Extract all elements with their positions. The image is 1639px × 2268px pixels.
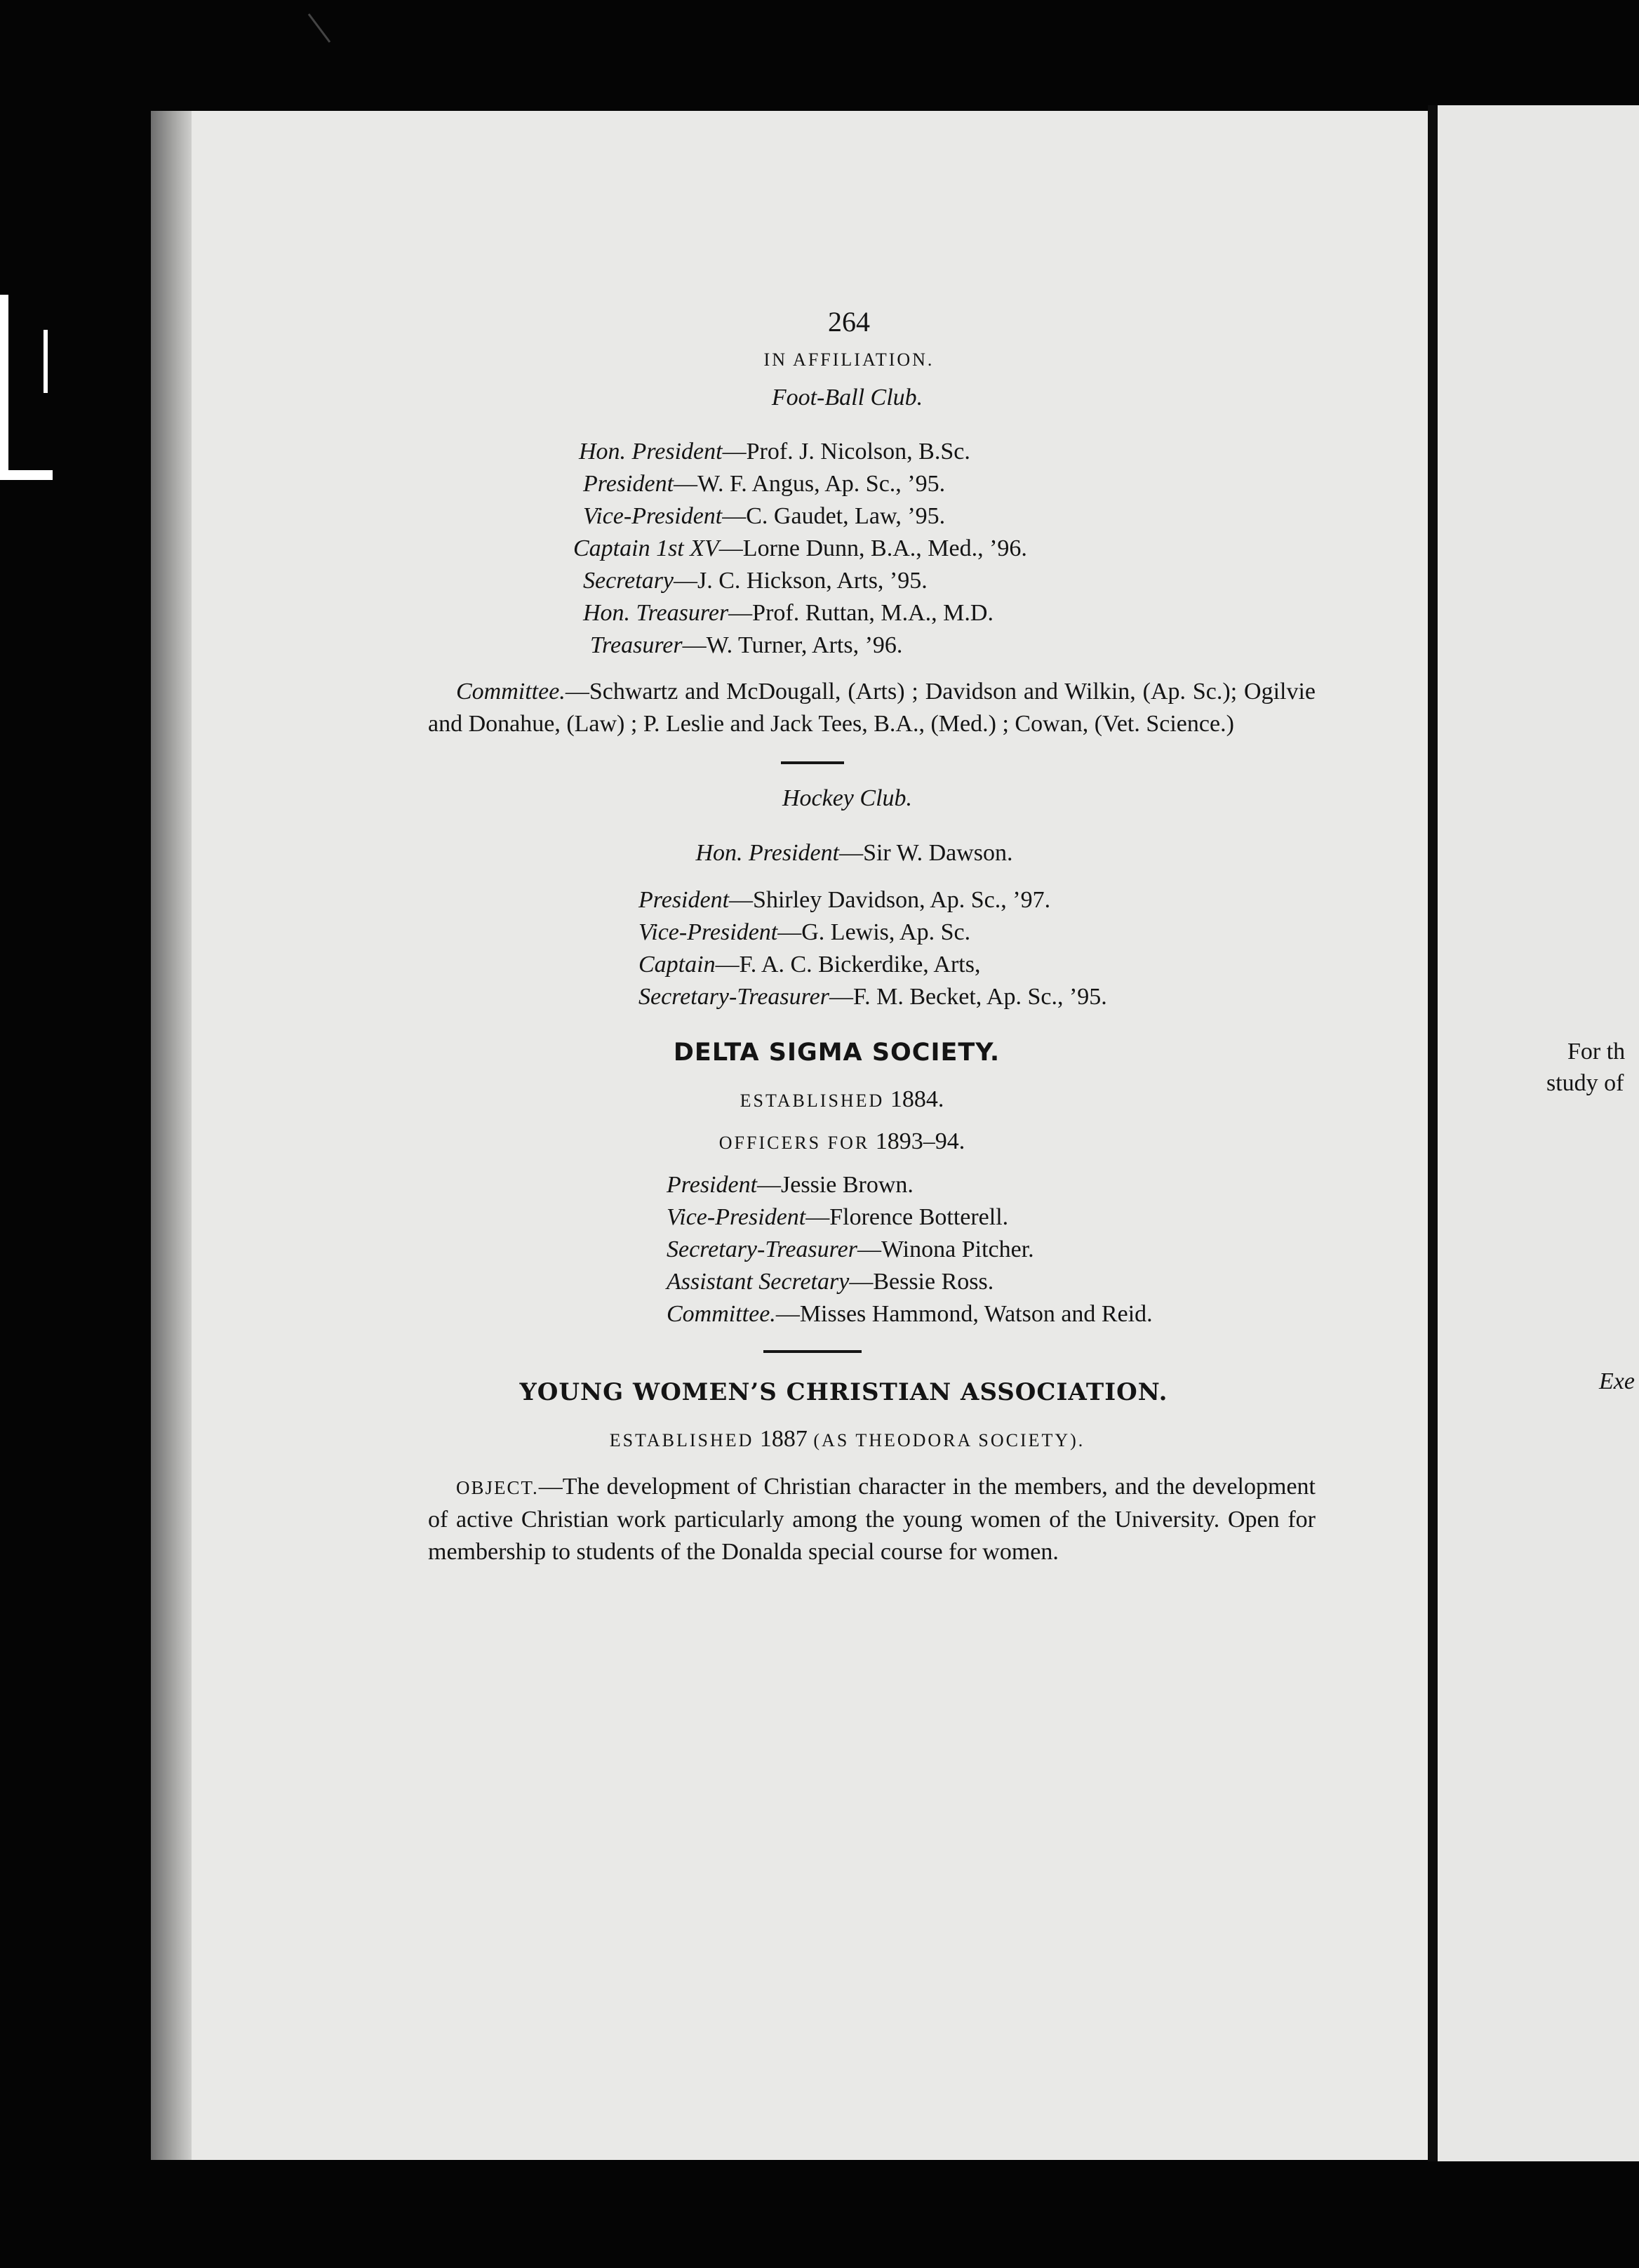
officer-role: Committee.	[667, 1301, 776, 1327]
officer-line	[667, 1266, 1323, 1298]
officer-line	[638, 884, 1323, 916]
left-edge-artifact	[0, 295, 8, 477]
left-edge-artifact	[44, 330, 48, 393]
right-page-text: For th	[1567, 1039, 1626, 1065]
object-text: —The development of Christian character in the members, and the development of active Christian work particularly among the young women of the University. Open for membership to students of the Donalda special course for women.	[428, 1474, 1316, 1565]
officer-role: Secretary-Treasurer	[638, 984, 829, 1010]
officer-name: —Misses Hammond, Watson and Reid.	[775, 1301, 1153, 1327]
officer-name: —J. C. Hickson, Arts, ’95.	[674, 568, 928, 594]
ywca-established	[372, 1426, 1323, 1453]
officer-line	[638, 949, 1323, 981]
left-edge-artifact	[0, 470, 53, 480]
hockey-officers-list	[638, 884, 1323, 1013]
football-committee	[428, 676, 1316, 740]
page-content	[428, 305, 1323, 1568]
officer-line	[590, 629, 1323, 662]
delta-sigma-officers-heading	[361, 1128, 1323, 1155]
officers-year: 1893–94.	[875, 1128, 965, 1154]
officer-name: —Prof. J. Nicolson, B.Sc.	[722, 439, 970, 465]
officer-line	[667, 1201, 1323, 1234]
ywca-object-paragraph	[428, 1471, 1316, 1568]
book-gutter	[1428, 105, 1438, 2161]
page-number: 264	[828, 306, 870, 338]
right-page-text: study of	[1546, 1070, 1624, 1096]
officer-name: —Winona Pitcher.	[857, 1236, 1034, 1262]
officer-name: —C. Gaudet, Law, ’95.	[722, 503, 946, 529]
officer-name: —F. M. Becket, Ap. Sc., ’95.	[829, 984, 1107, 1010]
officer-name: —Sir W. Dawson.	[839, 840, 1013, 866]
officer-role: President	[638, 887, 730, 913]
officer-line	[573, 533, 1323, 565]
officer-role: Treasurer	[590, 632, 683, 658]
officer-name: —Bessie Ross.	[849, 1269, 994, 1295]
established-note: (AS THEODORA SOCIETY).	[813, 1430, 1085, 1450]
officer-name: —Jessie Brown.	[757, 1172, 914, 1198]
officer-name: —W. Turner, Arts, ’96.	[682, 632, 903, 658]
officer-role: Captain 1st XV	[573, 535, 719, 561]
committee-text: —Schwartz and McDougall, (Arts) ; Davidson and Wilkin, (Ap. Sc.); Ogilvie and Donahue, (Law) ; P. Leslie and Jack Tees, B.A., (Med.) ; Cowan, (Vet. Science.)	[428, 679, 1316, 737]
officer-line	[638, 916, 1323, 949]
officer-name: —Lorne Dunn, B.A., Med., ’96.	[718, 535, 1027, 561]
officer-line	[667, 1298, 1323, 1330]
delta-sigma-officers-list	[667, 1169, 1323, 1330]
officer-name: —Florence Botterell.	[805, 1204, 1009, 1230]
delta-sigma-established	[361, 1086, 1323, 1113]
officer-name: —Prof. Ruttan, M.A., M.D.	[728, 600, 994, 626]
delta-sigma-title: DELTA SIGMA SOCIETY.	[673, 1039, 1001, 1067]
established-year: 1884.	[890, 1086, 944, 1112]
officer-name: —Shirley Davidson, Ap. Sc., ’97.	[729, 887, 1051, 913]
officer-line	[667, 1169, 1323, 1201]
hockey-hon-president	[386, 840, 1323, 867]
running-head: IN AFFILIATION.	[763, 349, 935, 370]
officer-role: President	[583, 471, 674, 497]
book-page-right	[1438, 105, 1639, 2161]
section-divider	[781, 761, 844, 764]
officer-role: Captain	[638, 952, 716, 978]
officer-role: Hon. President	[695, 840, 840, 866]
officer-line	[638, 981, 1323, 1013]
officer-role: President	[667, 1172, 758, 1198]
object-label: OBJECT.	[456, 1477, 539, 1498]
right-page-text: Exe	[1599, 1368, 1635, 1394]
officer-role: Vice-President	[638, 919, 778, 945]
officer-line	[583, 468, 1323, 500]
officer-role: Vice-President	[667, 1204, 806, 1230]
officer-role: Assistant Secretary	[667, 1269, 850, 1295]
officer-role: Hon. Treasurer	[583, 600, 729, 626]
football-officers-list	[573, 436, 1323, 662]
officer-role: Secretary	[583, 568, 674, 594]
officer-role: Secretary-Treasurer	[667, 1236, 857, 1262]
ywca-title: YOUNG WOMEN’S CHRISTIAN ASSOCIATION.	[519, 1378, 1168, 1406]
established-label: ESTABLISHED	[609, 1430, 754, 1450]
officer-name: —F. A. C. Bickerdike, Arts,	[715, 952, 981, 978]
established-label: ESTABLISHED	[740, 1090, 885, 1111]
officer-line	[667, 1234, 1323, 1266]
officers-label: OFFICERS FOR	[718, 1133, 870, 1153]
officer-line	[579, 436, 1323, 468]
officer-role: Vice-President	[583, 503, 723, 529]
established-year: 1887	[759, 1426, 808, 1452]
hockey-club-title: Hockey Club.	[782, 785, 913, 811]
officer-line	[583, 565, 1323, 597]
football-club-title: Foot-Ball Club.	[771, 385, 923, 411]
officer-role: Hon. President	[579, 439, 723, 465]
officer-line	[583, 500, 1323, 533]
officer-name: —W. F. Angus, Ap. Sc., ’95.	[674, 471, 946, 497]
committee-label: Committee.	[456, 679, 566, 705]
officer-name: —G. Lewis, Ap. Sc.	[777, 919, 971, 945]
scratch-mark	[309, 14, 330, 42]
officer-line	[583, 597, 1323, 629]
section-divider	[763, 1350, 862, 1353]
